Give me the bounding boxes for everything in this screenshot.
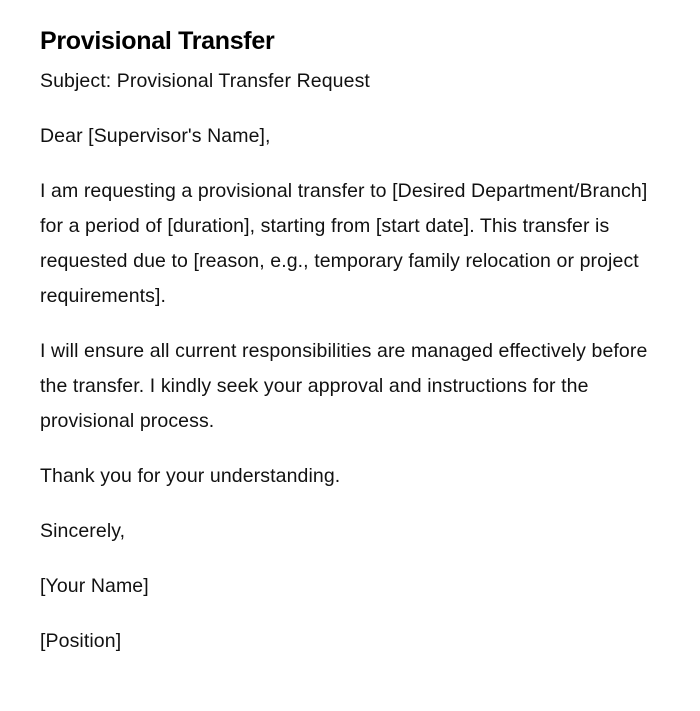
body-paragraph-request: I am requesting a provisional transfer to [Desired Department/Branch] for a period of [duration], starting from [start date]. This transfer is requested due to [reason, e.g., temporary family relocation or project requirements]. <box>40 180 648 307</box>
subject-line: Subject: Provisional Transfer Request <box>40 70 370 92</box>
salutation: Dear [Supervisor's Name], <box>40 125 271 147</box>
document-title: Provisional Transfer <box>40 27 275 55</box>
signature-position: [Position] <box>40 630 122 652</box>
sign-off: Sincerely, <box>40 520 126 542</box>
body-paragraph-assurance: I will ensure all current responsibilities are managed effectively before the transfer. I kindly seek your approval and instructions for the provisional process. <box>40 340 648 432</box>
signature-name: [Your Name] <box>40 575 149 597</box>
closing-thanks: Thank you for your understanding. <box>40 465 341 487</box>
